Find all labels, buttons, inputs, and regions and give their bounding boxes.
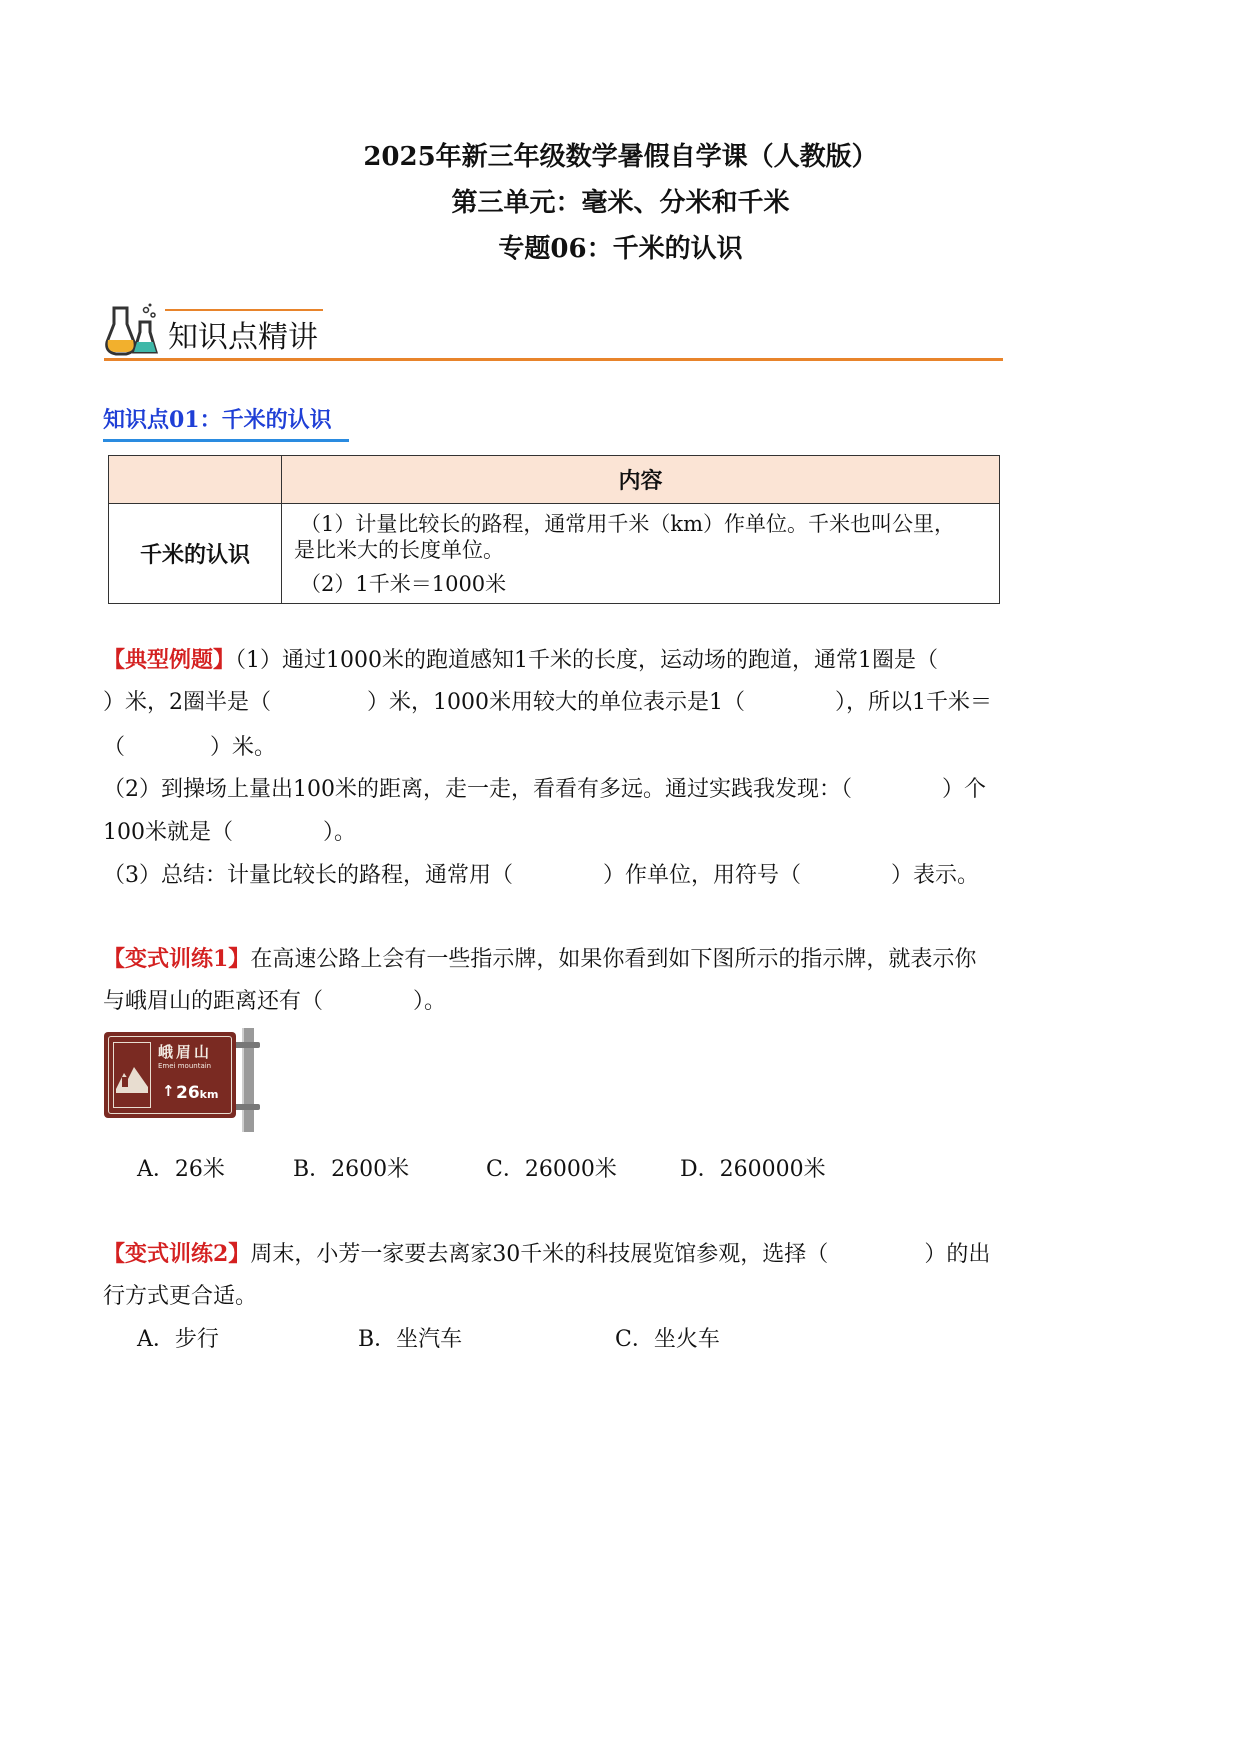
table-item-1a: （1）计量比较长的路程，通常用千米（km）作单位。千米也叫公里，	[300, 511, 955, 536]
example-line-6	[103, 861, 979, 891]
ex1-tag: 【变式训练1】	[103, 946, 251, 972]
ex1-text: 与峨眉山的距离还有（	[103, 989, 324, 1014]
ex1-line-2	[103, 987, 446, 1017]
example-text: ），所以1千米＝	[835, 690, 992, 715]
ex1-line-1	[103, 944, 976, 975]
table-content-cell	[282, 504, 1000, 604]
knowledge-table	[108, 455, 1000, 604]
kp-underline	[103, 439, 349, 442]
option-a[interactable]: A．26米	[137, 1157, 225, 1182]
ex2-line-2: 行方式更合适。	[103, 1284, 258, 1309]
example-text: （3）总结：计量比较长的路程，通常用（	[103, 863, 513, 888]
option-a[interactable]: A．步行	[137, 1327, 219, 1352]
option-b[interactable]: B．2600米	[293, 1157, 410, 1182]
table-row	[109, 504, 1000, 604]
table-item-1b: 是比米大的长度单位。	[294, 537, 504, 562]
example-line-3	[103, 733, 276, 763]
arrow-up-icon: ↑	[162, 1082, 175, 1100]
example-text: ）表示。	[891, 863, 980, 888]
example-text: （1）通过1000米的跑道感知1千米的长度，运动场的跑道，通常1圈是（	[235, 648, 938, 673]
doc-title: 2025年新三年级数学暑假自学课（人教版）	[363, 142, 878, 172]
table-col-header: 内容	[282, 456, 1000, 504]
flask-icon	[104, 302, 160, 360]
section-title-overline	[165, 309, 323, 311]
example-text: ）米。	[210, 735, 277, 760]
ex2-text: 周末，小芳一家要去离家30千米的科技展览馆参观，选择（	[250, 1242, 829, 1267]
table-row-label: 千米的认识	[109, 504, 282, 604]
example-text: 100米就是（	[103, 820, 233, 845]
kp-title: 知识点01：千米的认识	[103, 407, 332, 433]
table-header-row	[109, 456, 1000, 504]
section-divider	[104, 358, 1003, 361]
example-text: ）米，2圈半是（	[103, 690, 271, 715]
ex2-text: ）的出	[924, 1242, 991, 1267]
example-text: ）米，1000米用较大的单位表示是1（	[367, 690, 745, 715]
example-tag: 【典型例题】	[103, 647, 236, 673]
option-b[interactable]: B．坐汽车	[358, 1327, 463, 1352]
sign-destination-en: Emei mountain	[158, 1062, 212, 1070]
ex1-text: 在高速公路上会有一些指示牌，如果你看到如下图所示的指示牌，就表示你	[250, 947, 977, 972]
table-item-2: （2）1千米＝1000米	[300, 571, 507, 596]
road-sign-image	[104, 1028, 264, 1134]
sign-clamp	[232, 1042, 260, 1048]
sign-board	[104, 1032, 236, 1118]
option-c[interactable]: C．26000米	[486, 1157, 617, 1182]
example-line-4	[103, 775, 986, 805]
doc-topic-title: 专题06：千米的认识	[498, 234, 743, 264]
option-c[interactable]: C．坐火车	[615, 1327, 720, 1352]
mountain-pictogram-icon	[113, 1042, 151, 1108]
ex2-tag: 【变式训练2】	[103, 1241, 251, 1267]
section-title: 知识点精讲	[168, 320, 318, 355]
sign-distance-value: 26	[176, 1083, 200, 1103]
example-line-1	[103, 645, 938, 676]
example-text: ）作单位，用符号（	[603, 863, 802, 888]
sign-destination: 峨眉山	[158, 1043, 213, 1061]
example-text: ）。	[323, 820, 357, 845]
table-corner-cell	[109, 456, 282, 504]
example-text: （2）到操场上量出100米的距离，走一走，看看有多远。通过实践我发现：（	[103, 777, 852, 802]
sign-distance-unit: km	[199, 1088, 219, 1101]
example-text: ）个	[942, 777, 987, 802]
sign-distance	[176, 1083, 218, 1103]
sign-clamp	[232, 1104, 260, 1110]
ex2-line-1	[103, 1239, 990, 1270]
example-line-5	[103, 818, 356, 848]
ex1-text: ）。	[413, 989, 447, 1014]
example-line-2	[103, 688, 992, 718]
doc-unit-title: 第三单元：毫米、分米和千米	[451, 188, 790, 218]
option-d[interactable]: D．260000米	[680, 1157, 826, 1182]
example-text: （	[103, 735, 126, 760]
